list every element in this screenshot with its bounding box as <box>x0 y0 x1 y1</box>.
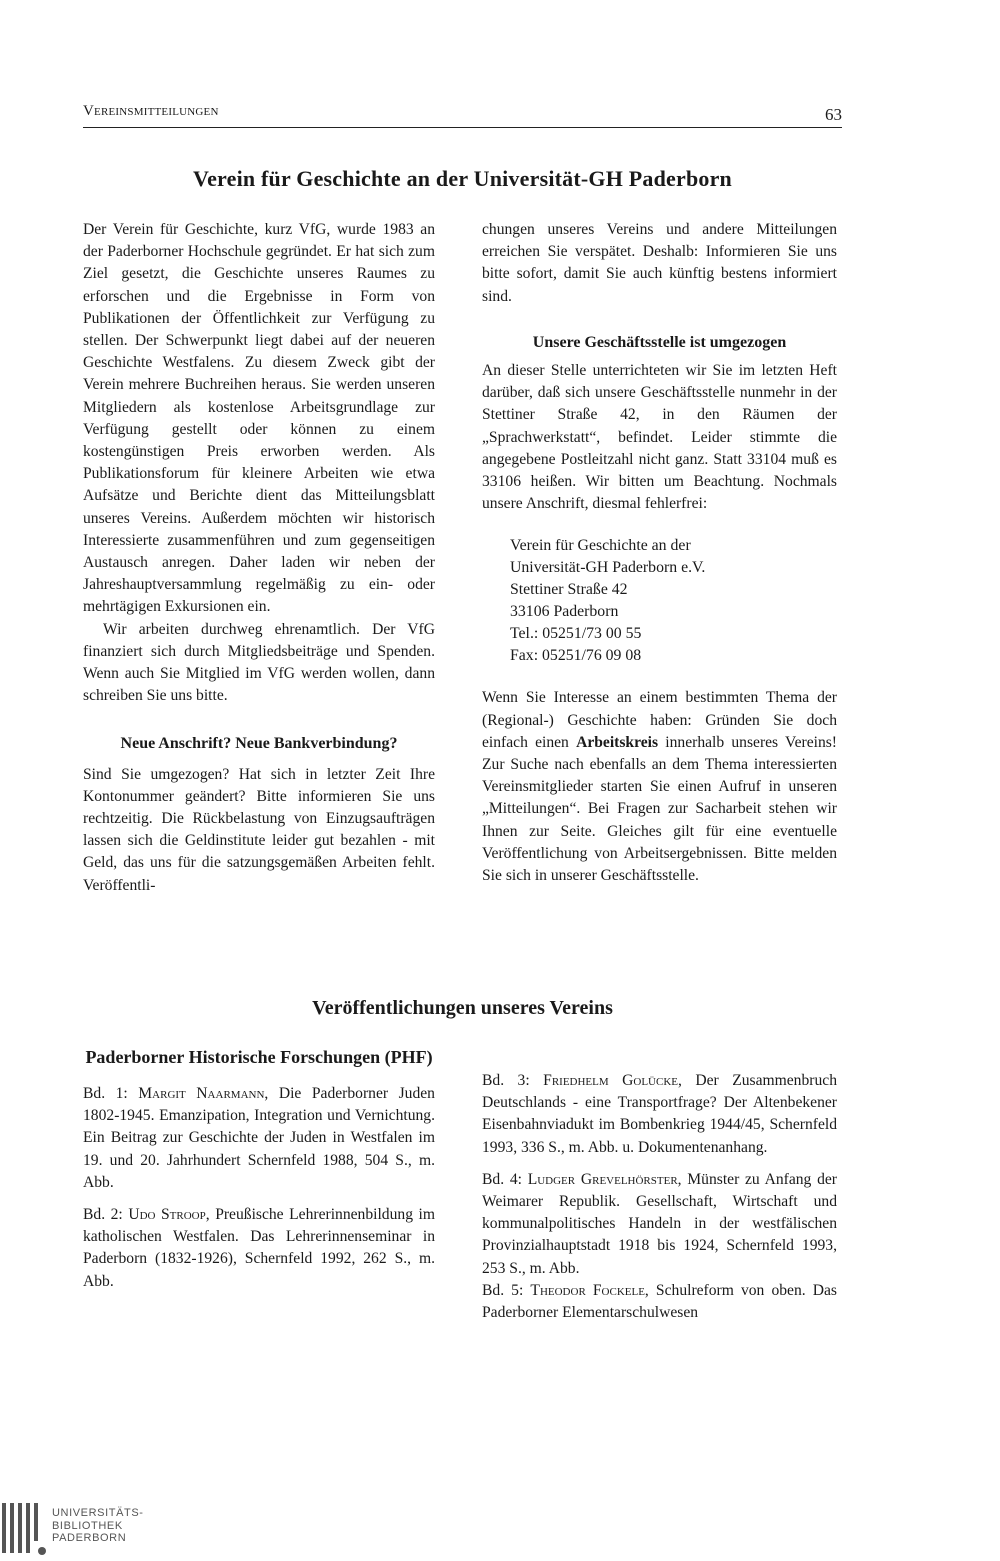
address-phone: Tel.: 05251/73 00 55 <box>510 625 642 643</box>
address-line: Stettiner Straße 42 <box>510 581 628 599</box>
publication-text: Preußische Lehrerinnenbildung im katholischen Westfalen. Das Lehrerinnenseminar in Paderborn (1832-1926), Schernfeld 1992, 262 S., m. Abb. <box>83 1206 435 1290</box>
address-line: Verein für Geschichte an der <box>510 537 691 555</box>
series-title: Paderborner Historische Forschungen (PHF) <box>85 1047 433 1067</box>
page-number: 63 <box>825 105 842 124</box>
working-group-text: Wenn Sie Interesse an einem bestimmten Thema der (Regional-) Geschichte haben: Gründen Sie doch einfach einen <box>482 689 837 751</box>
working-group-term: Arbeitskreis <box>576 733 659 751</box>
address-line: 33106 Paderborn <box>510 603 619 621</box>
publication-entry <box>83 1083 435 1194</box>
publication-entry <box>83 1204 435 1293</box>
publication-text: Der Zusammenbruch Deutschlands - eine Transportfrage? Der Altenbekener Eisenbahnviadukt im Bombenkrieg 1944/45, Schernfeld 1993, 336 S., m. Abb. u. Dokumentenanhang. <box>482 1072 837 1156</box>
working-group-text-cont: innerhalb unseres Vereins! Zur Suche nach ebenfalls an dem Thema interessierten Vereinsmitglieder starten Sie einen Aufruf in unseren „Mitteilungen“. Bei Fragen zur Sacharbeit stehen wir Ihnen zur Seite. Gleiches gilt für eine eventuelle Veröffentlichung von Arbeitsergebnissen. Bitte melden Sie sich in unserer Geschäftsstelle. <box>482 733 838 885</box>
publication-text: Schulreform von oben. Das Paderborner Elementarschulwesen <box>482 1281 837 1322</box>
author-name: Ludger Grevelhörster, <box>527 1170 682 1188</box>
library-name-line: UNIVERSITÄTS- <box>52 1507 144 1519</box>
volume-number: Bd. 3: <box>482 1072 530 1089</box>
author-name: Margit Naarmann, <box>138 1085 269 1102</box>
publication-text: Die Paderborner Juden 1802-1945. Emanzipation, Integration und Vernichtung. Ein Beitrag zur Geschichte der Juden in Westfalen im 19. und 20. Jahrhundert Schernfeld 1988, 504 S., m. Abb. <box>83 1085 435 1191</box>
library-logo <box>0 1503 180 1561</box>
publication-text: Münster zu Anfang der Weimarer Republik. Gesellschaft, Wirtschaft und kommunalpolitisches Handeln in der westfälischen Provinzialhauptstadt 1918 bis 1924, Schernfeld 1993, 253 S., m. Abb. <box>482 1170 837 1277</box>
volume-number: Bd. 2: <box>83 1206 123 1224</box>
office-moved-paragraph: An dieser Stelle unterrichteten wir Sie im letzten Heft darüber, daß sich unsere Geschäftsstelle nunmehr in der Stettiner Straße 42, in den Räumen der „Sprachwerkstatt“, befindet. Leider stimmte die angegebene Postleitzahl nicht ganz. Statt 33104 muß es 33106 heißen. Wir bitten um Beachtung. Nochmals unsere Anschrift, diesmal fehlerfrei: <box>482 362 837 513</box>
volume-number: Bd. 5: <box>482 1281 524 1299</box>
article-title: Verein für Geschichte an der Universität-GH Paderborn <box>193 166 732 191</box>
running-title: Vereinsmitteilungen <box>83 103 219 119</box>
library-barcode-icon <box>2 1503 42 1561</box>
author-name: Theodor Fockele, <box>530 1281 649 1299</box>
publications-left-column <box>83 1045 435 1293</box>
new-address-paragraph: Sind Sie umgezogen? Hat sich in letzter Zeit Ihre Kontonummer geändert? Bitte informieren Sie uns rechtzeitig. Die Rückbelastung von Einzugsaufträgen lassen sich die Geldinstitute leider gut bezahlen - mit Geld, das uns für die satzungsgemäßen Arbeiten fehlt. Veröffentli- <box>83 765 435 894</box>
library-name-line: BIBLIOTHEK <box>52 1519 123 1532</box>
author-name: Udo Stroop, <box>128 1206 210 1224</box>
new-address-heading: Neue Anschrift? Neue Bankverbindung? <box>120 735 398 753</box>
right-column <box>482 219 837 887</box>
address-fax: Fax: 05251/76 09 08 <box>510 647 642 665</box>
author-name: Friedhelm Golücke, <box>543 1072 682 1089</box>
volume-number: Bd. 4: <box>482 1170 522 1188</box>
publications-title: Veröffentlichungen unseres Vereins <box>312 997 613 1019</box>
address-line: Universität-GH Paderborn e.V. <box>510 559 706 577</box>
volume-number: Bd. 1: <box>83 1085 128 1102</box>
intro-paragraph: Der Verein für Geschichte, kurz VfG, wurde 1983 an der Paderborner Hochschule gegründet. Er hat sich zum Ziel gesetzt, die Geschichte unseres Raumes zu erforschen und die Ergebnisse in Form von Publikationen der Öffentlichkeit zur Verfügung zu stellen. Der Schwerpunkt liegt dabei auf der neueren Geschichte Westfalens. Zu diesem Zweck gibt der Verein mehrere Buchreihen heraus. Sie werden unseren Mitgliedern als kostenlose Arbeitsgrundlage zur Verfügung gestellt oder können zu einem kostengünstigen Preis erworben werden. Als Publikationsforum für kleinere Arbeiten wie etwa Aufsätze und Berichte dient das Mitteilungsblatt unseres Vereins. Außerdem möchten wir historisch Interessierte zusammenführen und zum gegenseitigen Austausch anregen. Daher laden wir neben der Jahreshauptversammlung regelmäßig zu ein- oder mehrtägigen Exkursionen ein. <box>83 221 435 616</box>
finance-paragraph: Wir arbeiten durchweg ehrenamtlich. Der VfG finanziert sich durch Mitgliedsbeiträge und Spenden. Wenn auch Sie Mitglied im VfG werden wollen, dann schreiben Sie uns bitte. <box>83 620 435 705</box>
left-column <box>83 219 435 897</box>
publication-entry <box>482 1169 837 1280</box>
address-block <box>482 535 837 667</box>
publication-entry <box>482 1070 837 1159</box>
library-name-line: PADERBORN <box>52 1532 127 1544</box>
publications-right-column <box>482 1070 837 1324</box>
publication-entry <box>482 1280 837 1324</box>
office-moved-heading: Unsere Geschäftsstelle ist umgezogen <box>532 333 787 351</box>
running-header <box>83 101 842 128</box>
continuation-paragraph: chungen unseres Vereins und andere Mitteilungen erreichen Sie verspätet. Deshalb: Informieren Sie uns bitte sofort, damit Sie auch künftig bestens informiert sind. <box>482 221 837 305</box>
working-group-paragraph <box>482 687 837 887</box>
library-name <box>52 1507 144 1545</box>
